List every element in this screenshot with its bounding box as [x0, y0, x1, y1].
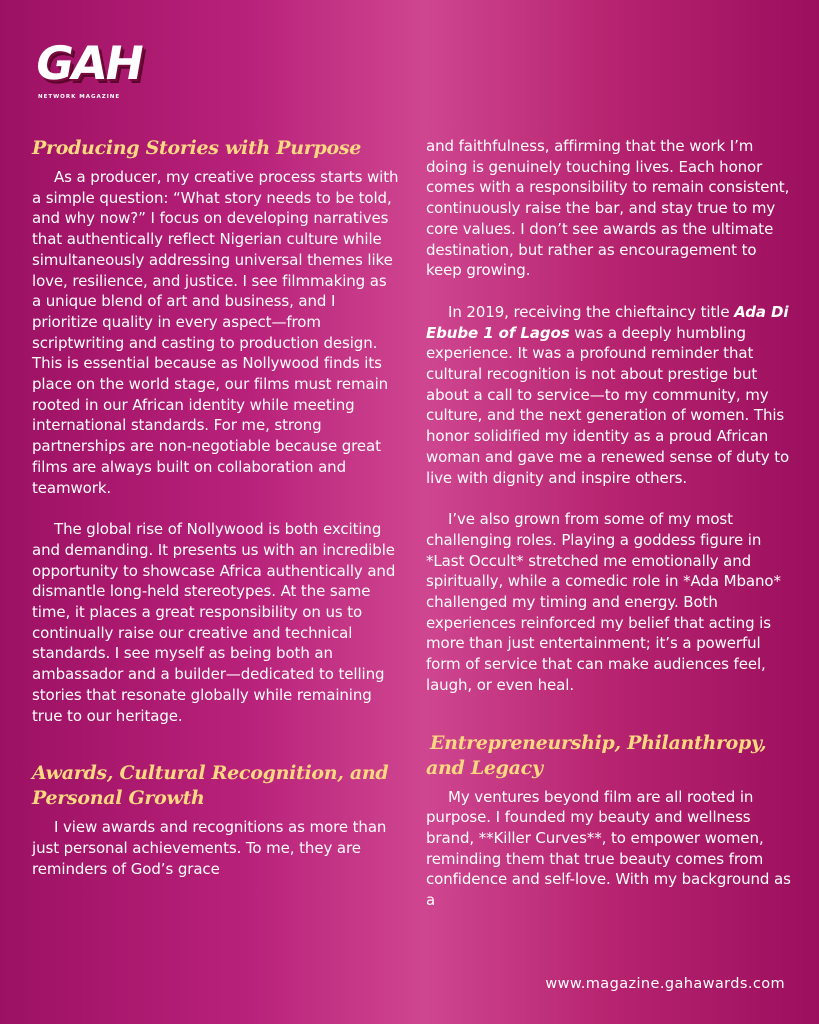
heading-entrepreneurship: Entrepreneurship, Philanthropy, and Legacy — [426, 731, 767, 779]
right-column — [426, 136, 796, 911]
chieftaincy-lead-text: In 2019, receiving the chieftaincy title — [448, 302, 735, 321]
chieftaincy-rest-text: was a deeply humbling experience. It was a profound reminder that cultural recognition is not about prestige but about a call to service—to my community, my culture, and the next generation of women. This honor solidified my identity as a proud African woman and gave me a renewed sense of duty to live with dignity and inspire others. — [426, 323, 790, 487]
magazine-logo — [31, 36, 156, 112]
paragraph-chieftaincy — [426, 302, 796, 488]
paragraph-faithfulness: and faithfulness, affirming that the work I’m doing is genuinely touching lives. Each honor comes with a responsibility to remain consistent, continuously raise the bar, and stay true to my core values. I don’t see awards as the ultimate destination, but rather as encouragement to keep growing. — [426, 137, 790, 280]
paragraph-global-rise: The global rise of Nollywood is both exciting and demanding. It presents us with an incredible opportunity to showcase Africa authentically and dismantle long-held stereotypes. At the same time, it places a great responsibility on us to continually raise our creative and technical standards. I see myself as being both an ambassador and a builder—dedicated to telling stories that resonate globally while remaining true to our heritage. — [32, 520, 396, 725]
logo-wordmark: GAH — [31, 36, 147, 90]
heading-producing-stories: Producing Stories with Purpose — [32, 137, 362, 159]
paragraph-creative-process: As a producer, my creative process starts with a simple question: “What story needs to be told, and why now?” I focus on developing narratives that authentically reflect Nigerian culture while simultaneously addressing universal themes like love, resilience, and justice. I see filmmaking as a unique blend of art and business, and I prioritize quality in every aspect—from scriptwriting and casting to production design. This is essential because as Nollywood finds its place on the world stage, our films must remain rooted in our African identity while meeting international standards. For me, strong partnerships are non-negotiable because great films are always built on collaboration and teamwork. — [32, 168, 399, 497]
paragraph-awards: I view awards and recognitions as more than just personal achievements. To me, they are reminders of God’s grace — [32, 818, 387, 878]
heading-awards: Awards, Cultural Recognition, and Personal Growth — [32, 762, 389, 810]
logo-subtitle: NETWORK MAGAZINE — [38, 94, 121, 100]
footer-url[interactable]: www.magazine.gahawards.com — [545, 976, 785, 992]
chieftaincy-title: Ada Di Ebube 1 of Lagos — [426, 302, 789, 342]
paragraph-ventures: My ventures beyond film are all rooted in purpose. I founded my beauty and wellness brand, **Killer Curves**, to empower women, reminding them that true beauty comes from confidence and self-love. With my background as a — [426, 787, 791, 910]
paragraph-challenging-roles: I’ve also grown from some of my most challenging roles. Playing a goddess figure in *Last Occult* stretched me emotionally and spiritually, while a comedic role in *Ada Mbano* challenged my timing and energy. Both experiences reinforced my belief that acting is more than just entertainment; it’s a powerful form of service that can make audiences feel, laugh, or even heal. — [426, 510, 781, 694]
left-column — [32, 136, 400, 879]
